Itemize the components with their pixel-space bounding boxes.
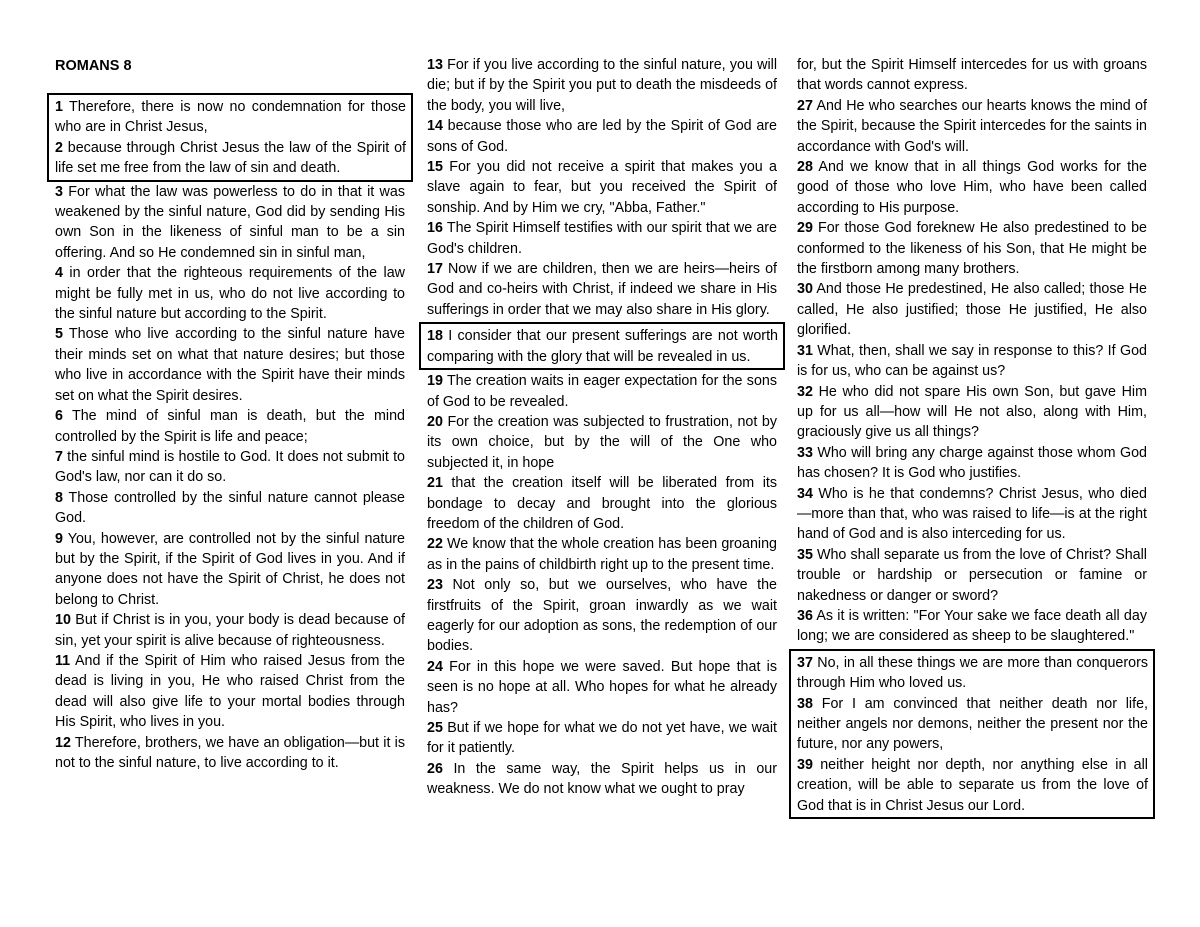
verse-text: And if the Spirit of Him who raised Jesus from the dead is living in you, He who raised Christ from the dead will also give life to your mortal bodies through His Spirit, who lives in you. (55, 652, 405, 731)
verse (427, 259, 777, 320)
verse-number: 31 (797, 342, 813, 359)
verse-number: 27 (797, 97, 813, 114)
verse (55, 610, 405, 651)
verse-text: In the same way, the Spirit helps us in our weakness. We do not know what we ought to pray (427, 760, 777, 798)
verse-number: 21 (427, 475, 443, 492)
passage (797, 55, 1147, 647)
verse-number: 32 (797, 383, 813, 400)
verse-number: 23 (427, 577, 443, 594)
column-1 (55, 98, 405, 773)
verse (797, 755, 1148, 816)
verse-number: 7 (55, 448, 63, 465)
verse-text: Therefore, there is now no condemnation for those who are in Christ Jesus, (55, 99, 406, 136)
verse (55, 182, 405, 264)
verse (427, 718, 777, 759)
verse (797, 55, 1147, 96)
verse-number: 22 (427, 536, 443, 553)
verse (427, 371, 777, 412)
verse-text: Who shall separate us from the love of Christ? Shall trouble or hardship or persecution or famine or nakedness or danger or sword? (797, 546, 1147, 604)
verse-number: 19 (427, 373, 443, 390)
verse-text: The Spirit Himself testifies with our spirit that we are God's children. (427, 220, 777, 257)
verse-text: Who will bring any charge against those whom God has chosen? It is God who justifies. (797, 444, 1147, 482)
verse-text: No, in all these things we are more than conquerors through Him who loved us. (797, 654, 1148, 692)
verse-text: And He who searches our hearts knows the mind of the Spirit, because the Spirit intercedes for the saints in accordance with God's will. (797, 97, 1147, 155)
verse-number: 39 (797, 756, 813, 773)
passage (427, 55, 777, 320)
verse-text: For if you live according to the sinful nature, you will die; but if by the Spirit you put to death the misdeeds of the body, you will live, (427, 57, 777, 114)
verse (427, 534, 777, 575)
verse-number: 24 (427, 658, 443, 675)
verse (797, 545, 1147, 606)
verse-text: For what the law was powerless to do in that it was weakened by the sinful nature, God did by sending His own Son in the likeness of sinful man to be a sin offering. And so He condemned sin in sinful man, (55, 183, 405, 261)
verse-text: For in this hope we were saved. But hope that is seen is no hope at all. Who hopes for what he already has? (427, 658, 777, 716)
verse-text: What, then, shall we say in response to this? If God is for us, who can be against us? (797, 342, 1147, 380)
highlighted-passage (47, 93, 413, 182)
verse-text: in order that the righteous requirements of the law might be fully met in us, who do not live according to the sinful nature but according to the Spirit. (55, 265, 405, 323)
verse-number: 4 (55, 265, 63, 282)
verse (797, 653, 1148, 694)
highlighted-passage (789, 649, 1155, 819)
verse-number: 18 (427, 328, 443, 345)
verse-number: 14 (427, 118, 443, 135)
verse (797, 443, 1147, 484)
verse-number: 35 (797, 546, 813, 563)
verse-text: because through Christ Jesus the law of the Spirit of life set me free from the law of sin and death. (55, 139, 406, 177)
verse (55, 447, 405, 488)
verse-text: Those who live according to the sinful nature have their minds set on what that nature desires; but those who live in accordance with the Spirit have their minds set on what the Spirit desires. (55, 326, 405, 404)
verse-text: You, however, are controlled not by the sinful nature but by the Spirit, if the Spirit of God lives in you. And if anyone does not have the Spirit of Christ, he does not belong to Christ. (55, 530, 405, 608)
verse (427, 657, 777, 718)
verse-number: 17 (427, 261, 443, 278)
verse (55, 529, 405, 611)
verse-number: 8 (55, 489, 63, 506)
verse (55, 324, 405, 406)
verse-text: for, but the Spirit Himself intercedes for us with groans that words cannot express. (797, 57, 1147, 94)
verse-number: 16 (427, 220, 443, 237)
column-2 (427, 55, 777, 800)
verse (55, 263, 405, 324)
verse-number: 25 (427, 720, 443, 736)
verse-number: 3 (55, 183, 63, 200)
verse (427, 116, 777, 157)
passage (55, 182, 405, 774)
verse (55, 406, 405, 447)
passage (427, 371, 777, 800)
verse-text: But if Christ is in you, your body is dead because of sin, yet your spirit is alive because of righteousness. (55, 612, 405, 649)
verse (427, 412, 777, 473)
verse-text: the sinful mind is hostile to God. It does not submit to God's law, nor can it do so. (55, 448, 405, 486)
verse-number: 34 (797, 485, 813, 502)
verse-number: 10 (55, 612, 71, 629)
column-3 (797, 55, 1147, 819)
verse-number: 33 (797, 444, 813, 461)
verse-text: Now if we are children, then we are heirs—heirs of God and co-heirs with Christ, if indeed we share in His sufferings in order that we may also share in His glory. (427, 261, 777, 318)
verse-text: I consider that our present sufferings are not worth comparing with the glory that will be revealed in us. (427, 328, 778, 365)
verse-number: 5 (55, 326, 63, 343)
verse-number: 13 (427, 57, 443, 73)
verse-number: 28 (797, 159, 813, 176)
page-title: ROMANS 8 (55, 58, 132, 74)
verse-text: Who is he that condemns? Christ Jesus, who died—more than that, who was raised to life—is at the right hand of God and is also interceding for us. (797, 485, 1147, 543)
verse-number: 36 (797, 607, 813, 624)
verse-number: 30 (797, 281, 813, 298)
verse (55, 97, 406, 138)
verse (797, 606, 1147, 647)
highlighted-passage (419, 322, 785, 370)
verse-text: But if we hope for what we do not yet have, we wait for it patiently. (427, 720, 777, 757)
verse-text: because those who are led by the Spirit of God are sons of God. (427, 118, 777, 155)
verse-number: 12 (55, 734, 71, 751)
verse-text: The creation waits in eager expectation for the sons of God to be revealed. (427, 373, 777, 410)
verse (797, 484, 1147, 545)
verse-number: 11 (55, 652, 71, 669)
verse (427, 759, 777, 800)
verse-number: 1 (55, 99, 63, 115)
verse (427, 157, 777, 218)
verse-text: He who did not spare His own Son, but gave Him up for us all—how will He not also, along with Him, graciously give us all things? (797, 383, 1147, 441)
verse (797, 694, 1148, 755)
verse-text: And those He predestined, He also called; those He called, He also justified; those He justified, He also glorified. (797, 281, 1147, 339)
verse-text: For I am convinced that neither death nor life, neither angels nor demons, neither the present nor the future, nor any powers, (797, 695, 1148, 753)
verse (55, 488, 405, 529)
verse (427, 326, 778, 367)
verse-text: neither height nor depth, nor anything else in all creation, will be able to separate us from the love of God that is in Christ Jesus our Lord. (797, 756, 1148, 814)
verse (797, 218, 1147, 279)
verse-text: For you did not receive a spirit that makes you a slave again to fear, but you received the Spirit of sonship. And by Him we cry, "Abba, Father." (427, 159, 777, 216)
verse (55, 651, 405, 733)
verse (427, 473, 777, 534)
verse (797, 341, 1147, 382)
verse-text: Those controlled by the sinful nature cannot please God. (55, 489, 405, 527)
verse-text: For the creation was subjected to frustration, not by its own choice, but by the will of the One who subjected it, in hope (427, 413, 777, 471)
verse-text: The mind of sinful man is death, but the mind controlled by the Spirit is life and peace; (55, 408, 405, 445)
verse (797, 382, 1147, 443)
verse-number: 29 (797, 220, 813, 237)
verse-text: Therefore, brothers, we have an obligation—but it is not to the sinful nature, to live according to it. (55, 734, 405, 771)
verse-number: 26 (427, 760, 443, 777)
verse (427, 55, 777, 116)
verse (55, 733, 405, 774)
verse-text: As it is written: "For Your sake we face death all day long; we are considered as sheep to be slaughtered." (797, 607, 1147, 645)
verse (797, 96, 1147, 157)
verse-number: 6 (55, 408, 63, 425)
verse-number: 9 (55, 530, 63, 547)
verse-text: And we know that in all things God works for the good of those who love Him, who have been called according to His purpose. (797, 159, 1147, 216)
verse-text: Not only so, but we ourselves, who have the firstfruits of the Spirit, groan inwardly as we wait eagerly for our adoption as sons, the redemption of our bodies. (427, 577, 777, 655)
verse-number: 20 (427, 413, 443, 430)
verse-number: 38 (797, 695, 813, 712)
verse (797, 157, 1147, 218)
verse-number: 2 (55, 139, 63, 156)
verse-text: We know that the whole creation has been groaning as in the pains of childbirth right up to the present time. (427, 536, 777, 573)
verse-number: 37 (797, 654, 813, 671)
verse-text: that the creation itself will be liberated from its bondage to decay and brought into the glorious freedom of the children of God. (427, 475, 777, 532)
verse-number: 15 (427, 159, 443, 176)
verse (427, 575, 777, 657)
verse (55, 138, 406, 179)
verse (797, 279, 1147, 340)
verse (427, 218, 777, 259)
verse-text: For those God foreknew He also predestined to be conformed to the likeness of his Son, that He might be the firstborn among many brothers. (797, 220, 1147, 278)
